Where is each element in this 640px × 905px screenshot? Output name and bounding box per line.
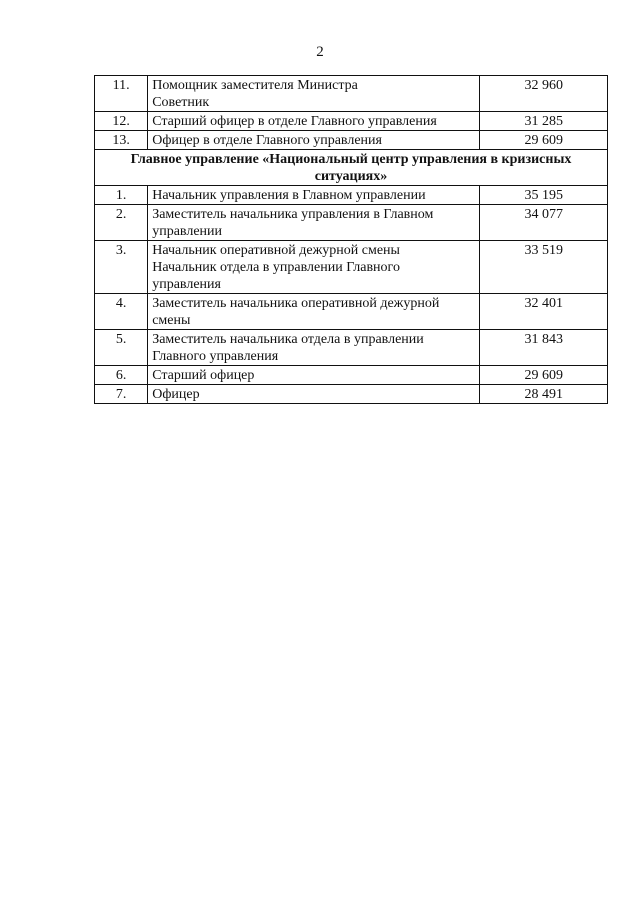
position-title-line: смены bbox=[152, 313, 191, 328]
section-heading-line: Главное управление «Национальный центр управления в кризисных bbox=[130, 152, 572, 167]
position-title-line: управлении bbox=[152, 224, 223, 239]
salary-amount: 34 077 bbox=[480, 205, 608, 241]
salary-amount: 35 195 bbox=[480, 186, 608, 205]
row-number: 3. bbox=[95, 241, 148, 294]
position-title-line: Офицер bbox=[152, 387, 200, 402]
position-title bbox=[148, 131, 480, 150]
section-heading-row bbox=[95, 150, 608, 186]
position-title-line: Начальник отдела в управлении Главного bbox=[152, 260, 400, 275]
salary-amount: 31 843 bbox=[480, 330, 608, 366]
salary-amount: 31 285 bbox=[480, 112, 608, 131]
position-title bbox=[148, 112, 480, 131]
table-row bbox=[95, 385, 608, 404]
position-title-line: Старший офицер в отделе Главного управления bbox=[152, 114, 437, 129]
row-number: 11. bbox=[95, 76, 148, 112]
position-title bbox=[148, 241, 480, 294]
row-number: 13. bbox=[95, 131, 148, 150]
salary-table-body bbox=[95, 76, 608, 404]
position-title-line: управления bbox=[152, 277, 221, 292]
row-number: 7. bbox=[95, 385, 148, 404]
position-title bbox=[148, 186, 480, 205]
position-title-line: Советник bbox=[152, 95, 210, 110]
table-row bbox=[95, 366, 608, 385]
position-title-line: Заместитель начальника оперативной дежурной bbox=[152, 296, 440, 311]
row-number: 1. bbox=[95, 186, 148, 205]
salary-amount: 32 401 bbox=[480, 294, 608, 330]
row-number: 4. bbox=[95, 294, 148, 330]
table-row bbox=[95, 241, 608, 294]
salary-table bbox=[94, 75, 608, 404]
position-title-line: Старший офицер bbox=[152, 368, 255, 383]
row-number: 5. bbox=[95, 330, 148, 366]
position-title-line: Главного управления bbox=[152, 349, 279, 364]
salary-amount: 29 609 bbox=[480, 366, 608, 385]
position-title bbox=[148, 366, 480, 385]
section-heading bbox=[95, 150, 608, 186]
salary-amount: 33 519 bbox=[480, 241, 608, 294]
table-row bbox=[95, 112, 608, 131]
table-row bbox=[95, 330, 608, 366]
table-row bbox=[95, 131, 608, 150]
position-title bbox=[148, 330, 480, 366]
row-number: 2. bbox=[95, 205, 148, 241]
position-title bbox=[148, 76, 480, 112]
position-title-line: Помощник заместителя Министра bbox=[152, 78, 358, 93]
position-title-line: Офицер в отделе Главного управления bbox=[152, 133, 382, 148]
section-heading-line: ситуациях» bbox=[314, 169, 388, 184]
position-title-line: Начальник оперативной дежурной смены bbox=[152, 243, 400, 258]
table-row bbox=[95, 205, 608, 241]
table-row bbox=[95, 186, 608, 205]
salary-amount: 32 960 bbox=[480, 76, 608, 112]
table-row bbox=[95, 294, 608, 330]
salary-amount: 29 609 bbox=[480, 131, 608, 150]
position-title-line: Начальник управления в Главном управлении bbox=[152, 188, 426, 203]
salary-amount: 28 491 bbox=[480, 385, 608, 404]
position-title bbox=[148, 294, 480, 330]
position-title-line: Заместитель начальника отдела в управлении bbox=[152, 332, 424, 347]
position-title bbox=[148, 205, 480, 241]
position-title bbox=[148, 385, 480, 404]
row-number: 12. bbox=[95, 112, 148, 131]
page-number: 2 bbox=[316, 44, 324, 60]
position-title-line: Заместитель начальника управления в Главном bbox=[152, 207, 434, 222]
row-number: 6. bbox=[95, 366, 148, 385]
table-row bbox=[95, 76, 608, 112]
